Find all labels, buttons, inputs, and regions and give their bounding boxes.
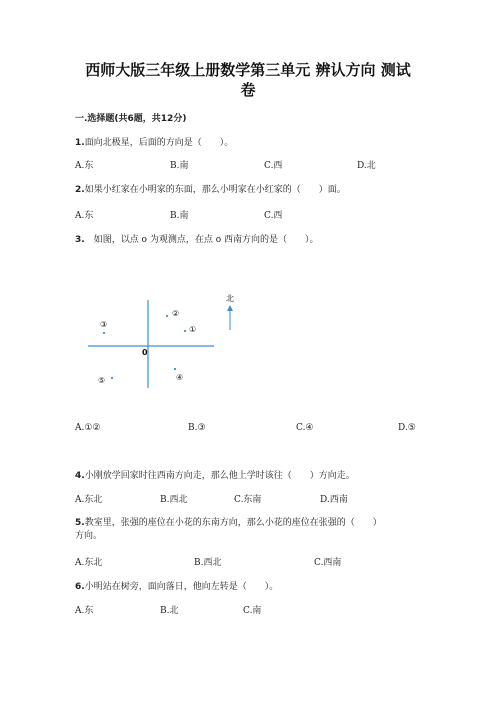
- q3-option-a[interactable]: A.①②: [75, 423, 101, 433]
- question-number: 6.: [75, 582, 85, 592]
- q6-option-b[interactable]: B.北: [160, 606, 179, 616]
- point-5-dot: [111, 377, 113, 379]
- question-2: [75, 184, 346, 196]
- question-5-continued: 方向。: [75, 531, 103, 541]
- north-arrow-head: [227, 305, 233, 311]
- point-3-dot: [103, 332, 105, 334]
- q1-option-d[interactable]: D.北: [357, 161, 376, 171]
- point-2-dot: [166, 315, 168, 317]
- q1-option-b[interactable]: B.南: [170, 161, 189, 171]
- title-line-1: 西师大版三年级上册数学第三单元 辨认方向 测试: [85, 61, 411, 79]
- question-number: 2.: [75, 185, 85, 195]
- question-text: 教室里，张强的座位在小花的东南方向，那么小花的座位在张强的（ ）: [84, 518, 382, 528]
- q6-option-c[interactable]: C.南: [243, 606, 262, 616]
- q1-option-c[interactable]: C.西: [264, 161, 283, 171]
- q5-option-a[interactable]: A.东北: [75, 558, 103, 568]
- question-6: [75, 581, 278, 593]
- q4-option-a[interactable]: A.东北: [75, 495, 103, 505]
- direction-diagram: [86, 292, 246, 392]
- q2-option-a[interactable]: A.东: [75, 211, 94, 221]
- point-1-label: ①: [189, 325, 197, 334]
- q3-option-c[interactable]: C.④: [296, 423, 314, 433]
- question-text: 面向北极星，后面的方向是（ ）。: [84, 138, 234, 148]
- section-heading: 一.选择题(共6题，共12分): [75, 114, 187, 124]
- page-title: [60, 60, 436, 100]
- question-text: 如图，以点 o 为观测点，在点 o 西南方向的是（ ）。: [84, 235, 319, 245]
- question-text: 如果小红家在小明家的东面，那么小明家在小红家的（ ）面。: [84, 185, 346, 195]
- north-label: 北: [226, 294, 234, 303]
- q4-option-d[interactable]: D.西南: [320, 495, 348, 505]
- q5-option-c[interactable]: C.西南: [314, 558, 342, 568]
- point-4-label: ④: [176, 373, 184, 382]
- question-number: 1.: [75, 138, 85, 148]
- origin-label: 0: [142, 348, 148, 357]
- question-number: 5.: [75, 518, 85, 528]
- q4-option-b[interactable]: B.西北: [160, 495, 188, 505]
- q5-option-b[interactable]: B.西北: [194, 558, 222, 568]
- q6-option-a[interactable]: A.东: [75, 606, 94, 616]
- question-5: [75, 517, 382, 529]
- point-2-label: ②: [172, 309, 180, 318]
- question-number: 4.: [75, 471, 85, 481]
- q4-option-c[interactable]: C.东南: [234, 495, 262, 505]
- point-4-dot: [174, 368, 176, 370]
- q3-option-d[interactable]: D.⑤: [398, 423, 416, 433]
- q2-option-b[interactable]: B.南: [170, 211, 189, 221]
- point-1-dot: [184, 330, 186, 332]
- question-1: [75, 137, 233, 149]
- point-3-label: ③: [100, 320, 108, 329]
- q1-option-a[interactable]: A.东: [75, 161, 94, 171]
- title-line-2: 卷: [240, 81, 256, 99]
- question-number: 3.: [75, 235, 85, 245]
- question-text: 小刚放学回家时往西南方向走，那么他上学时该往（ ）方向走。: [84, 471, 355, 481]
- q2-option-c[interactable]: C.西: [264, 211, 283, 221]
- question-text: 小明站在树旁，面向落日，他向左转是（ ）。: [84, 582, 279, 592]
- point-5-label: ⑤: [98, 376, 106, 385]
- question-4: [75, 470, 355, 482]
- q3-option-b[interactable]: B.③: [188, 423, 206, 433]
- question-3: [75, 234, 318, 246]
